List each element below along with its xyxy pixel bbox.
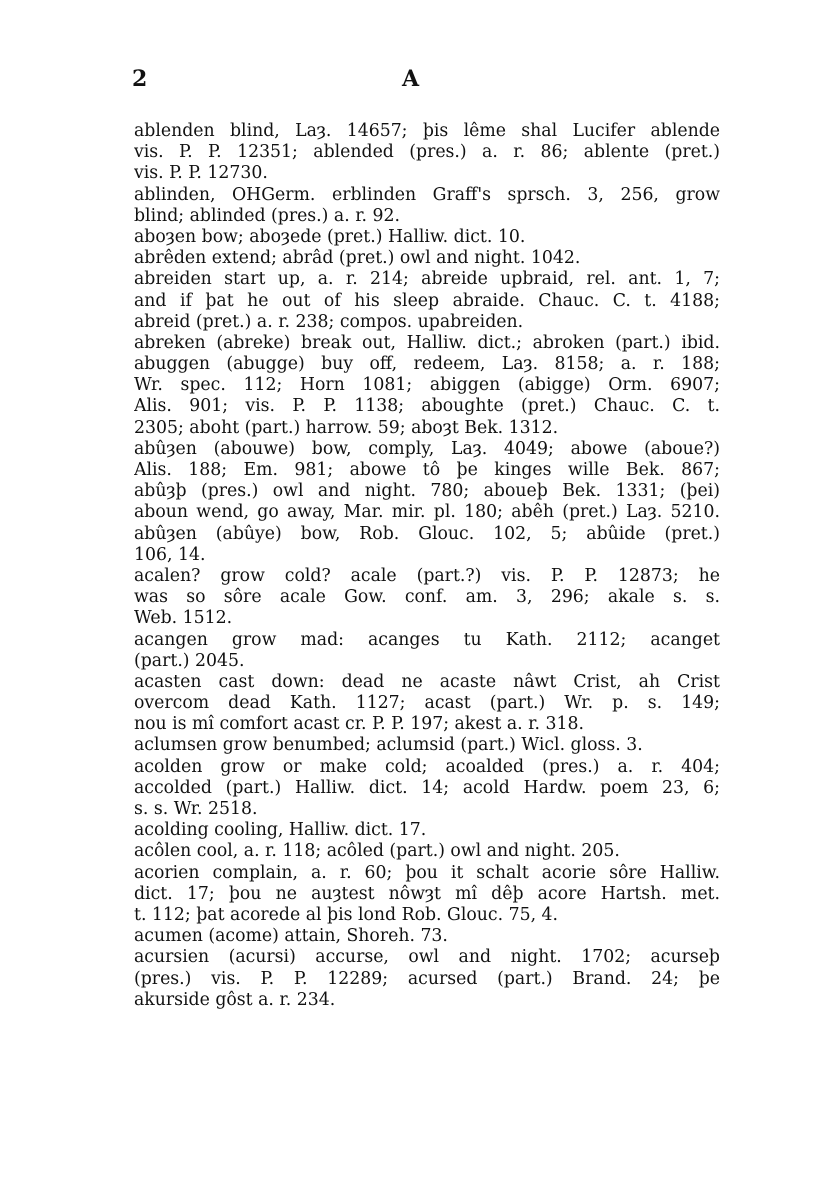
text-line: acursien (acursi) accurse, owl and night. 1702; acurseþ [134,947,720,968]
text-line: Alis. 901; vis. P. P. 1138; aboughte (pret.) Chauc. C. t. [134,396,720,417]
text-line: abûȝen (abouwe) bow, comply, Laȝ. 4049; abowe (aboue?) [134,438,720,459]
text-line: s. s. Wr. 2518. [134,799,258,819]
text-line: acalen? grow cold? acale (part.?) vis. P. P. 12873; he [134,565,720,586]
text-line: abreid (pret.) a. r. 238; compos. upabreiden. [134,311,524,332]
text-line: Web. 1512. [134,608,233,629]
text-line: aboȝen bow; aboȝede (pret.) Halliw. dict. 10. [134,226,526,247]
page-header [0,66,840,96]
text-line: t. 112; þat acorede al þis lond Rob. Glouc. 75, 4. [134,904,559,925]
text-line: ablenden blind, Laȝ. 14657; þis lême shal Lucifer ablende [134,121,720,141]
text-line: acasten cast down: dead ne acaste nâwt Crist, ah Crist [134,671,720,692]
text-line: Alis. 188; Em. 981; abowe tô þe kinges wille Bek. 867; [134,460,720,480]
text-line: abrêden extend; abrâd (pret.) owl and night. 1042. [134,248,581,269]
text-line: abuggen (abugge) buy off, redeem, Laȝ. 8158; a. r. 188; [134,354,720,375]
text-line: acôlen cool, a. r. 118; acôled (part.) owl and night. 205. [134,841,620,862]
page-number: 2 [132,66,148,92]
text-line: abûȝen (abûye) bow, Rob. Glouc. 102, 5; abûide (pret.) [134,523,720,544]
text-line: abreiden start up, a. r. 214; abreide upbraid, rel. ant. 1, 7; [134,269,720,290]
text-line: acolden grow or make cold; acoalded (pres.) a. r. 404; [134,756,720,777]
text-line: abûȝþ (pres.) owl and night. 780; abouеþ Bek. 1331; (þei) [134,481,720,502]
text-line: akurside gôst a. r. 234. [134,989,336,1010]
text-line: vis. P. P. 12730. [134,163,268,184]
text-line: blind; ablinded (pres.) a. r. 92. [134,205,401,226]
text-line: abreken (abreke) break out, Halliw. dict.; abroken (part.) ibid. [134,332,720,353]
text-line: aclumsen grow benumbed; aclumsid (part.) Wicl. gloss. 3. [134,735,643,756]
dictionary-entries [134,121,720,1011]
text-line: accolded (part.) Halliw. dict. 14; acold Hardw. poem 23, 6; [134,777,720,798]
text-line: Wr. spec. 112; Horn 1081; abiggen (abigge) Orm. 6907; [134,375,720,396]
head-letter: A [402,66,420,92]
text-line: acolding cooling, Halliw. dict. 17. [134,820,427,841]
text-line: aboun wend, go away, Mar. mir. pl. 180; abêh (pret.) Laȝ. 5210. [134,502,720,523]
text-line: dict. 17; þou ne auȝtest nôwȝt mî dêþ acore Hartsh. met. [134,883,720,904]
text-line: (part.) 2045. [134,650,245,671]
text-line: nou is mî comfort acast cr. P. P. 197; akest a. r. 318. [134,714,584,735]
text-line: acangen grow mad: acanges tu Kath. 2112; acanget [134,629,720,650]
text-line: acumen (acome) attain, Shoreh. 73. [134,926,448,947]
text-line: acorien complain, a. r. 60; þou it schalt acorie sôre Halliw. [134,862,720,883]
text-line: 2305; aboht (part.) harrow. 59; aboȝt Bek. 1312. [134,417,559,438]
text-line: ablinden, OHGerm. erblinden Graff's sprsch. 3, 256, grow [134,184,720,205]
text-line: was so sôre acale Gow. conf. am. 3, 296; akale s. s. [134,587,720,608]
text-line: overcom dead Kath. 1127; acast (part.) Wr. p. s. 149; [134,693,720,714]
text-line: 106, 14. [134,544,206,565]
text-line: and if þat he out of his sleep abraide. Chauc. C. t. 4188; [134,290,720,311]
text-line: (pres.) vis. P. P. 12289; acursed (part.) Brand. 24; þe [134,968,720,989]
text-line: vis. P. P. 12351; ablended (pres.) a. r. 86; ablente (pret.) [134,142,720,163]
